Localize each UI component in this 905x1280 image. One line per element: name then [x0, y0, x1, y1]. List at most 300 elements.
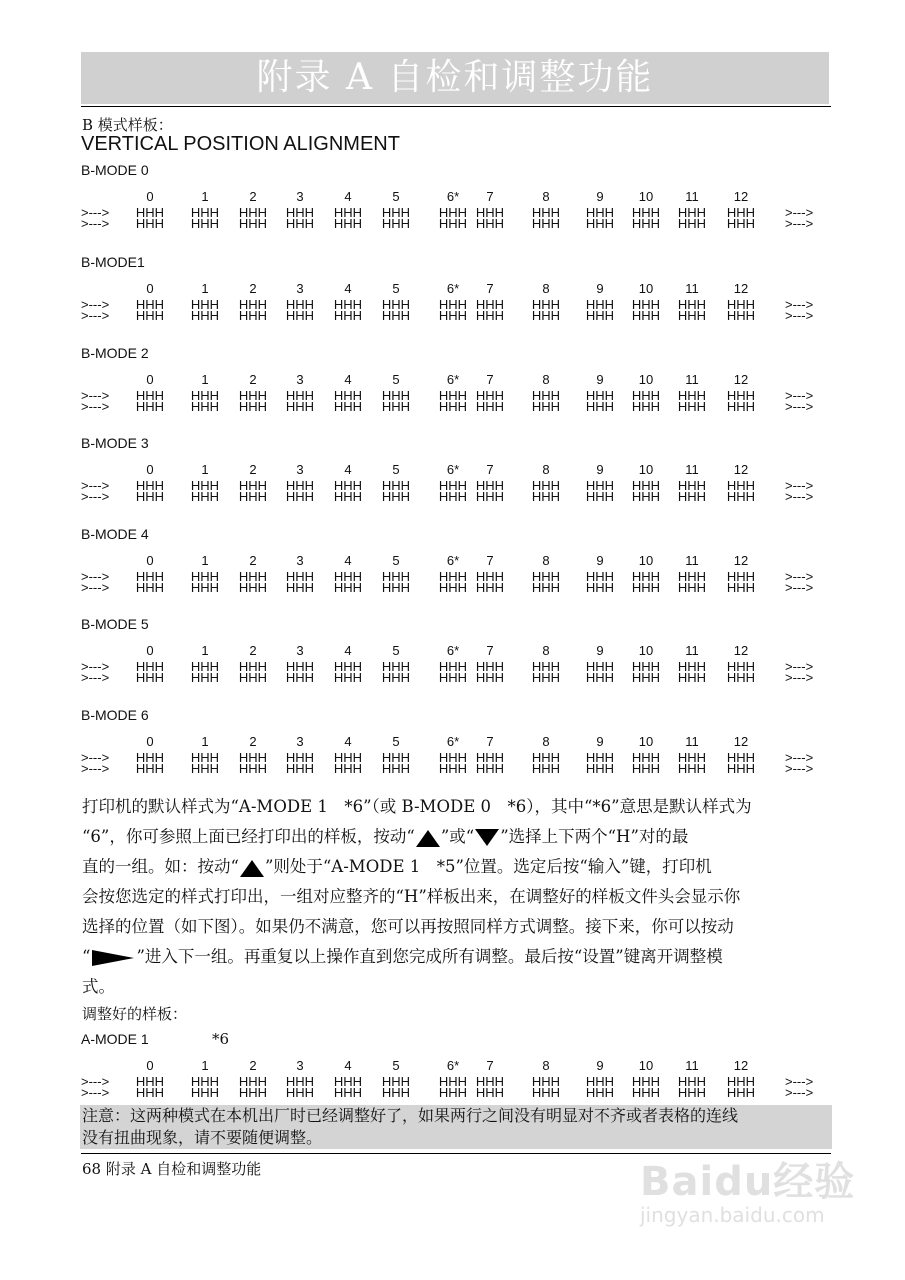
- hhh-bottom: HHH: [438, 308, 468, 323]
- hhh-top: HHH: [631, 478, 661, 493]
- hhh-bottom: HHH: [585, 761, 615, 776]
- hhh-bottom: HHH: [475, 761, 505, 776]
- column-number: 9: [596, 553, 604, 568]
- hhh-bottom: HHH: [135, 308, 165, 323]
- hhh-top: HHH: [677, 388, 707, 403]
- hhh-bottom: HHH: [726, 1085, 756, 1100]
- arrow-marker: >--->: [785, 750, 814, 765]
- hhh-top: HHH: [475, 388, 505, 403]
- hhh-top: HHH: [135, 297, 165, 312]
- hhh-pair: [582, 390, 618, 412]
- hhh-pair: [582, 752, 618, 774]
- hhh-bottom: HHH: [438, 399, 468, 414]
- column-number: 6*: [446, 553, 460, 568]
- hhh-bottom: HHH: [475, 399, 505, 414]
- hhh-bottom: HHH: [631, 216, 661, 231]
- hhh-top: HHH: [135, 569, 165, 584]
- hhh-pair: [330, 299, 366, 321]
- hhh-pair: [528, 1076, 564, 1098]
- hhh-bottom: HHH: [475, 489, 505, 504]
- hhh-bottom: HHH: [677, 308, 707, 323]
- left-arrows: [81, 299, 109, 321]
- hhh-bottom: HHH: [631, 399, 661, 414]
- hhh-top: HHH: [285, 297, 315, 312]
- column-number: 8: [542, 553, 550, 568]
- arrow-marker: >--->: [785, 1085, 814, 1100]
- hhh-pair: [330, 571, 366, 593]
- right-arrows: [785, 1076, 813, 1098]
- column-number: 10: [638, 734, 654, 749]
- hhh-pair: [528, 752, 564, 774]
- hhh-bottom: HHH: [135, 761, 165, 776]
- hhh-top: HHH: [677, 297, 707, 312]
- hhh-top: HHH: [438, 569, 468, 584]
- column-number: 10: [638, 281, 654, 296]
- hhh-pair: [723, 480, 759, 502]
- hhh-pair: [582, 571, 618, 593]
- hhh-bottom: HHH: [135, 580, 165, 595]
- hhh-top: HHH: [238, 750, 268, 765]
- hhh-bottom: HHH: [531, 489, 561, 504]
- hhh-pair: [235, 390, 271, 412]
- hhh-top: HHH: [135, 205, 165, 220]
- hhh-pair: [582, 480, 618, 502]
- hhh-bottom: HHH: [333, 670, 363, 685]
- instruction-line: “6”，你可参照上面已经打印出的样板，按动“ ”或“ ”选择上下两个“H”对的最: [82, 827, 689, 846]
- hhh-bottom: HHH: [285, 216, 315, 231]
- hhh-bottom: HHH: [475, 216, 505, 231]
- right-arrows: [785, 480, 813, 502]
- arrow-marker: >--->: [81, 388, 110, 403]
- hhh-bottom: HHH: [333, 489, 363, 504]
- column-number: 8: [542, 734, 550, 749]
- hhh-pair: [674, 1076, 710, 1098]
- column-number: 0: [146, 372, 154, 387]
- hhh-top: HHH: [585, 388, 615, 403]
- column-number: 11: [685, 189, 699, 204]
- hhh-bottom: HHH: [190, 761, 220, 776]
- hhh-bottom: HHH: [381, 216, 411, 231]
- hhh-top: HHH: [238, 388, 268, 403]
- arrow-marker: >--->: [81, 308, 110, 323]
- instruction-line: “ ”进入下一组。再重复以上操作直到您完成所有调整。最后按“设置”键离开调整模: [82, 947, 723, 966]
- hhh-top: HHH: [333, 659, 363, 674]
- column-number: 6*: [446, 734, 460, 749]
- hhh-top: HHH: [475, 297, 505, 312]
- hhh-top: HHH: [135, 659, 165, 674]
- hhh-top: HHH: [475, 750, 505, 765]
- hhh-pair: [472, 1076, 508, 1098]
- column-number: 9: [596, 1058, 604, 1073]
- right-arrows: [785, 299, 813, 321]
- column-number: 5: [392, 734, 400, 749]
- hhh-top: HHH: [333, 750, 363, 765]
- hhh-top: HHH: [726, 659, 756, 674]
- hhh-pair: [723, 299, 759, 321]
- watermark-logo: Baidu经验: [640, 1159, 856, 1205]
- header-rule: [81, 106, 831, 107]
- column-number: 9: [596, 189, 604, 204]
- hhh-bottom: HHH: [135, 216, 165, 231]
- hhh-top: HHH: [677, 569, 707, 584]
- hhh-pair: [235, 207, 271, 229]
- hhh-bottom: HHH: [238, 1085, 268, 1100]
- chapter-title: 附录 A 自检和调整功能: [256, 57, 654, 98]
- hhh-top: HHH: [285, 750, 315, 765]
- hhh-pair: [187, 1076, 223, 1098]
- column-number: 3: [296, 734, 304, 749]
- hhh-pair: [435, 752, 471, 774]
- hhh-bottom: HHH: [438, 761, 468, 776]
- hhh-top: HHH: [238, 569, 268, 584]
- column-number: 5: [392, 643, 400, 658]
- hhh-pair: [330, 661, 366, 683]
- hhh-top: HHH: [531, 750, 561, 765]
- hhh-pair: [723, 207, 759, 229]
- hhh-pair: [472, 571, 508, 593]
- hhh-top: HHH: [381, 750, 411, 765]
- hhh-pair: [187, 661, 223, 683]
- arrow-marker: >--->: [785, 489, 814, 504]
- hhh-bottom: HHH: [190, 1085, 220, 1100]
- hhh-bottom: HHH: [631, 308, 661, 323]
- hhh-top: HHH: [631, 569, 661, 584]
- hhh-bottom: HHH: [135, 399, 165, 414]
- column-number: 5: [392, 189, 400, 204]
- hhh-bottom: HHH: [726, 761, 756, 776]
- hhh-pair: [187, 752, 223, 774]
- hhh-top: HHH: [726, 297, 756, 312]
- right-arrows: [785, 571, 813, 593]
- instruction-paragraph: [82, 792, 832, 1002]
- column-number: 9: [596, 372, 604, 387]
- hhh-pair: [282, 752, 318, 774]
- hhh-top: HHH: [238, 297, 268, 312]
- hhh-pair: [378, 1076, 414, 1098]
- hhh-top: HHH: [531, 569, 561, 584]
- arrow-marker: >--->: [81, 216, 110, 231]
- arrow-marker: >--->: [785, 216, 814, 231]
- hhh-pair: [132, 390, 168, 412]
- hhh-pair: [282, 661, 318, 683]
- column-number: 12: [733, 643, 749, 658]
- hhh-bottom: HHH: [333, 308, 363, 323]
- column-number: 0: [146, 281, 154, 296]
- hhh-bottom: HHH: [475, 1085, 505, 1100]
- column-number: 12: [733, 281, 749, 296]
- hhh-pair: [435, 480, 471, 502]
- hhh-top: HHH: [190, 205, 220, 220]
- hhh-bottom: HHH: [238, 580, 268, 595]
- hhh-top: HHH: [135, 750, 165, 765]
- hhh-pair: [582, 1076, 618, 1098]
- right-arrows: [785, 390, 813, 412]
- hhh-bottom: HHH: [531, 670, 561, 685]
- left-arrows: [81, 1076, 109, 1098]
- hhh-bottom: HHH: [190, 216, 220, 231]
- triangle-up-icon: [415, 828, 441, 848]
- hhh-top: HHH: [190, 659, 220, 674]
- hhh-top: HHH: [531, 1074, 561, 1089]
- column-number: 8: [542, 189, 550, 204]
- arrow-marker: >--->: [81, 1074, 110, 1089]
- note-line: 没有扭曲现象，请不要随便调整。: [82, 1128, 323, 1147]
- hhh-top: HHH: [190, 1074, 220, 1089]
- hhh-top: HHH: [333, 297, 363, 312]
- column-number: 9: [596, 734, 604, 749]
- hhh-bottom: HHH: [631, 1085, 661, 1100]
- hhh-pair: [132, 207, 168, 229]
- column-number: 3: [296, 462, 304, 477]
- hhh-bottom: HHH: [190, 489, 220, 504]
- hhh-bottom: HHH: [285, 399, 315, 414]
- hhh-bottom: HHH: [677, 580, 707, 595]
- hhh-bottom: HHH: [135, 489, 165, 504]
- hhh-pair: [132, 571, 168, 593]
- hhh-pair: [235, 661, 271, 683]
- hhh-bottom: HHH: [726, 308, 756, 323]
- hhh-pair: [628, 390, 664, 412]
- arrow-marker: >--->: [785, 580, 814, 595]
- hhh-top: HHH: [238, 659, 268, 674]
- hhh-bottom: HHH: [585, 489, 615, 504]
- hhh-bottom: HHH: [726, 399, 756, 414]
- hhh-top: HHH: [135, 1074, 165, 1089]
- hhh-bottom: HHH: [381, 761, 411, 776]
- left-arrows: [81, 390, 109, 412]
- hhh-pair: [674, 661, 710, 683]
- note-box: [80, 1105, 832, 1149]
- hhh-pair: [282, 299, 318, 321]
- hhh-pair: [582, 661, 618, 683]
- hhh-top: HHH: [531, 205, 561, 220]
- hhh-pair: [187, 207, 223, 229]
- hhh-top: HHH: [677, 1074, 707, 1089]
- column-number: 10: [638, 462, 654, 477]
- hhh-bottom: HHH: [531, 216, 561, 231]
- column-number: 7: [486, 1058, 494, 1073]
- hhh-pair: [472, 390, 508, 412]
- hhh-bottom: HHH: [438, 489, 468, 504]
- column-number: 6*: [446, 643, 460, 658]
- column-number: 4: [344, 553, 352, 568]
- hhh-top: HHH: [585, 478, 615, 493]
- hhh-pair: [528, 390, 564, 412]
- hhh-pair: [187, 480, 223, 502]
- right-arrows: [785, 752, 813, 774]
- section-subtitle: B 模式样板：: [82, 116, 173, 134]
- hhh-bottom: HHH: [677, 761, 707, 776]
- hhh-top: HHH: [585, 1074, 615, 1089]
- hhh-pair: [282, 571, 318, 593]
- hhh-top: HHH: [585, 659, 615, 674]
- arrow-marker: >--->: [81, 569, 110, 584]
- hhh-pair: [282, 390, 318, 412]
- column-number: 7: [486, 462, 494, 477]
- hhh-bottom: HHH: [585, 670, 615, 685]
- column-number: 12: [733, 1058, 749, 1073]
- hhh-bottom: HHH: [677, 216, 707, 231]
- hhh-pair: [582, 207, 618, 229]
- hhh-bottom: HHH: [726, 670, 756, 685]
- hhh-bottom: HHH: [285, 761, 315, 776]
- hhh-pair: [472, 480, 508, 502]
- hhh-pair: [187, 390, 223, 412]
- hhh-pair: [378, 571, 414, 593]
- column-number: 0: [146, 643, 154, 658]
- hhh-top: HHH: [381, 659, 411, 674]
- hhh-pair: [628, 207, 664, 229]
- hhh-pair: [330, 390, 366, 412]
- instruction-line: 直的一组。如：按动“ ”则处于“A-MODE 1 *5”位置。选定后按“输入”键，打印机: [82, 857, 712, 876]
- column-number: 2: [249, 643, 257, 658]
- triangle-down-icon: [474, 828, 500, 848]
- section-heading: VERTICAL POSITION ALIGNMENT: [81, 133, 400, 155]
- hhh-bottom: HHH: [333, 216, 363, 231]
- column-number: 8: [542, 372, 550, 387]
- hhh-bottom: HHH: [381, 1085, 411, 1100]
- arrow-marker: >--->: [81, 1085, 110, 1100]
- hhh-bottom: HHH: [190, 670, 220, 685]
- arrow-marker: >--->: [81, 750, 110, 765]
- hhh-pair: [628, 752, 664, 774]
- hhh-pair: [435, 571, 471, 593]
- arrow-marker: >--->: [81, 489, 110, 504]
- hhh-pair: [528, 299, 564, 321]
- hhh-bottom: HHH: [381, 489, 411, 504]
- hhh-bottom: HHH: [475, 580, 505, 595]
- hhh-pair: [235, 480, 271, 502]
- arrow-marker: >--->: [785, 478, 814, 493]
- hhh-bottom: HHH: [135, 1085, 165, 1100]
- column-number: 11: [685, 1058, 699, 1073]
- column-number: 1: [201, 372, 209, 387]
- hhh-bottom: HHH: [585, 216, 615, 231]
- hhh-top: HHH: [677, 659, 707, 674]
- hhh-top: HHH: [333, 388, 363, 403]
- column-number: 10: [638, 643, 654, 658]
- arrow-marker: >--->: [81, 580, 110, 595]
- hhh-pair: [472, 661, 508, 683]
- hhh-bottom: HHH: [585, 580, 615, 595]
- hhh-top: HHH: [726, 750, 756, 765]
- arrow-marker: >--->: [785, 659, 814, 674]
- column-number: 5: [392, 553, 400, 568]
- hhh-top: HHH: [381, 297, 411, 312]
- hhh-bottom: HHH: [135, 670, 165, 685]
- hhh-pair: [282, 207, 318, 229]
- hhh-pair: [528, 571, 564, 593]
- hhh-bottom: HHH: [677, 670, 707, 685]
- hhh-top: HHH: [190, 569, 220, 584]
- column-number: 2: [249, 553, 257, 568]
- arrow-marker: >--->: [785, 399, 814, 414]
- hhh-top: HHH: [190, 478, 220, 493]
- hhh-bottom: HHH: [631, 670, 661, 685]
- column-number: 9: [596, 643, 604, 658]
- hhh-top: HHH: [190, 388, 220, 403]
- hhh-top: HHH: [726, 478, 756, 493]
- hhh-pair: [723, 390, 759, 412]
- hhh-pair: [132, 480, 168, 502]
- column-number: 7: [486, 372, 494, 387]
- column-number: 0: [146, 462, 154, 477]
- hhh-top: HHH: [381, 205, 411, 220]
- arrow-marker: >--->: [81, 670, 110, 685]
- hhh-bottom: HHH: [531, 1085, 561, 1100]
- column-number: 2: [249, 734, 257, 749]
- hhh-top: HHH: [585, 205, 615, 220]
- mode-label: B-MODE 3: [81, 435, 149, 451]
- column-number: 7: [486, 281, 494, 296]
- column-number: 4: [344, 281, 352, 296]
- column-number: 4: [344, 189, 352, 204]
- arrow-marker: >--->: [785, 761, 814, 776]
- hhh-pair: [378, 661, 414, 683]
- column-number: 6*: [446, 462, 460, 477]
- hhh-top: HHH: [475, 659, 505, 674]
- hhh-top: HHH: [381, 569, 411, 584]
- hhh-pair: [235, 571, 271, 593]
- hhh-pair: [132, 752, 168, 774]
- column-number: 0: [146, 189, 154, 204]
- column-number: 2: [249, 372, 257, 387]
- adjusted-mode-label: A-MODE 1: [81, 1031, 149, 1047]
- hhh-pair: [282, 1076, 318, 1098]
- left-arrows: [81, 571, 109, 593]
- hhh-pair: [674, 571, 710, 593]
- hhh-top: HHH: [333, 1074, 363, 1089]
- hhh-pair: [132, 1076, 168, 1098]
- hhh-bottom: HHH: [531, 308, 561, 323]
- hhh-pair: [674, 480, 710, 502]
- hhh-top: HHH: [585, 750, 615, 765]
- hhh-bottom: HHH: [238, 216, 268, 231]
- column-number: 1: [201, 734, 209, 749]
- hhh-bottom: HHH: [333, 399, 363, 414]
- column-number: 8: [542, 643, 550, 658]
- hhh-bottom: HHH: [285, 1085, 315, 1100]
- instruction-line: 打印机的默认样式为“A-MODE 1 *6”（或 B-MODE 0 *6），其中“*6”意思是默认样式为: [82, 797, 752, 816]
- hhh-top: HHH: [438, 750, 468, 765]
- arrow-marker: >--->: [785, 205, 814, 220]
- column-number: 12: [733, 734, 749, 749]
- hhh-bottom: HHH: [238, 489, 268, 504]
- hhh-top: HHH: [135, 478, 165, 493]
- hhh-pair: [582, 299, 618, 321]
- hhh-bottom: HHH: [631, 580, 661, 595]
- hhh-bottom: HHH: [381, 670, 411, 685]
- hhh-bottom: HHH: [238, 308, 268, 323]
- hhh-top: HHH: [631, 297, 661, 312]
- column-number: 8: [542, 462, 550, 477]
- column-number: 2: [249, 1058, 257, 1073]
- column-number: 1: [201, 643, 209, 658]
- column-number: 7: [486, 553, 494, 568]
- hhh-top: HHH: [333, 569, 363, 584]
- hhh-top: HHH: [475, 205, 505, 220]
- hhh-bottom: HHH: [285, 489, 315, 504]
- column-number: 12: [733, 553, 749, 568]
- column-number: 2: [249, 462, 257, 477]
- hhh-pair: [132, 661, 168, 683]
- hhh-top: HHH: [285, 569, 315, 584]
- hhh-bottom: HHH: [285, 308, 315, 323]
- column-number: 6*: [446, 189, 460, 204]
- column-number: 10: [638, 372, 654, 387]
- arrow-marker: >--->: [785, 297, 814, 312]
- hhh-bottom: HHH: [531, 761, 561, 776]
